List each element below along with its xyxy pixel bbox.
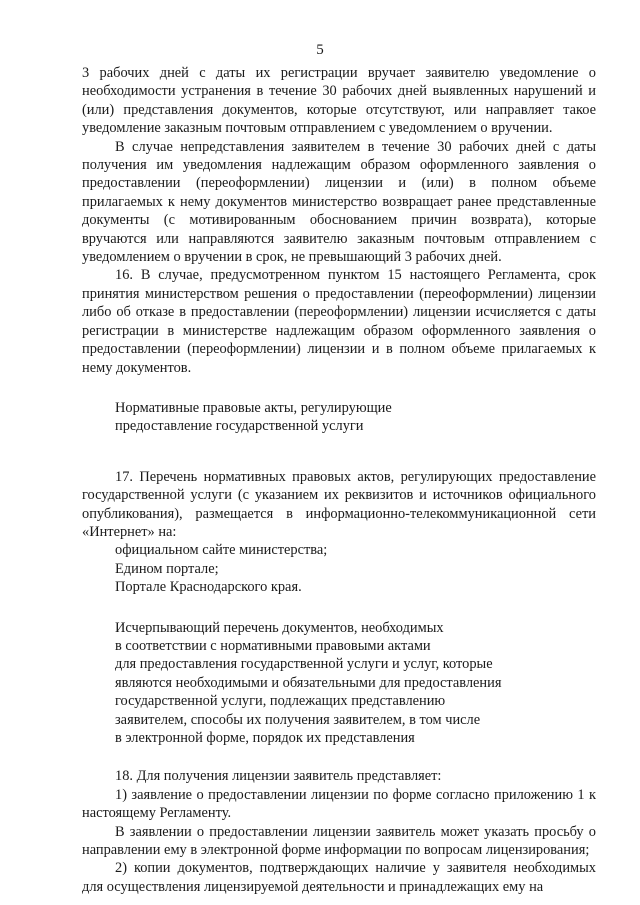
section-heading-documents-line-1: Исчерпывающий перечень документов, необходимых <box>115 619 444 636</box>
document-body <box>82 64 596 896</box>
section-heading-legal-acts <box>82 399 596 436</box>
section-heading-legal-acts-line-1: Нормативные правовые акты, регулирующие <box>115 399 392 416</box>
paragraph-18-item-1: 1) заявление о предоставлении лицензии по форме согласно приложению 1 к настоящему Регламенту. <box>82 786 596 822</box>
paragraph-18: 18. Для получения лицензии заявитель представляет: <box>115 768 442 785</box>
paragraph-continuation: 3 рабочих дней с даты их регистрации вручает заявителю уведомление о необходимости устранения в течение 30 рабочих дней выявленных нарушений и (или) представления документов, которые отсутствуют, или направляет такое уведомление заказным почтовым отправлением с уведомлением о вручении. <box>82 65 596 137</box>
section-heading-documents-line-2: в соответствии с нормативными правовыми актами <box>115 637 431 654</box>
paragraph-16: 16. В случае, предусмотренном пунктом 15 настоящего Регламента, срок принятия министерством решения о предоставлении (переоформлении) лицензии либо об отказе в предоставлении (переоформлении) лицензии исчисляется с даты регистрации в министерстве надлежащим образом оформленного заявления о предоставлении (переоформлении) лицензии и в полном объеме прилагаемых к нему документов. <box>82 267 596 376</box>
paragraph-18-item-1-note: В заявлении о предоставлении лицензии заявитель может указать просьбу о направлении ему в электронной форме информации по вопросам лицензирования; <box>82 823 596 859</box>
section-heading-documents-line-7: в электронной форме, порядок их представления <box>115 730 415 746</box>
paragraph-17: 17. Перечень нормативных правовых актов, регулирующих предоставление государственной услуги (с указанием их реквизитов и источников официального опубликования), размещается в информационно-телекоммуникационной сети «Интернет» на: <box>82 468 596 540</box>
paragraph-18-item-2: 2) копии документов, подтверждающих наличие у заявителя необходимых для осуществления лицензируемой деятельности и принадлежащих ему на <box>82 860 596 895</box>
section-heading-documents-line-4: являются необходимыми и обязательными для предоставления <box>115 674 502 691</box>
section-heading-documents-line-3: для предоставления государственной услуги и услуг, которые <box>115 656 493 673</box>
list-item-krasnodar-portal: Портале Краснодарского края. <box>115 579 302 596</box>
list-item-ministry-site: официальном сайте министерства; <box>115 542 328 559</box>
list-item-unified-portal: Едином портале; <box>115 560 219 577</box>
section-heading-documents <box>82 619 596 748</box>
section-heading-documents-line-5: государственной услуги, подлежащих представлению <box>115 693 446 710</box>
paragraph-non-submission: В случае непредставления заявителем в течение 30 рабочих дней с даты получения им уведомления надлежащим образом оформленного заявления о предоставлении (переоформлении) лицензии и (или) в полном объеме прилагаемых к нему документов министерство возвращает ранее представленные документы (с мотивированным обоснованием причин возврата), которые вручаются или направляются заявителю заказным почтовым отправлением с уведомлением о вручении в срок, не превышающий 3 рабочих дней. <box>82 138 596 266</box>
section-heading-documents-line-6: заявителем, способы их получения заявителем, в том числе <box>115 711 481 728</box>
section-heading-legal-acts-line-2: предоставление государственной услуги <box>115 418 364 435</box>
page-number: 5 <box>316 42 324 58</box>
